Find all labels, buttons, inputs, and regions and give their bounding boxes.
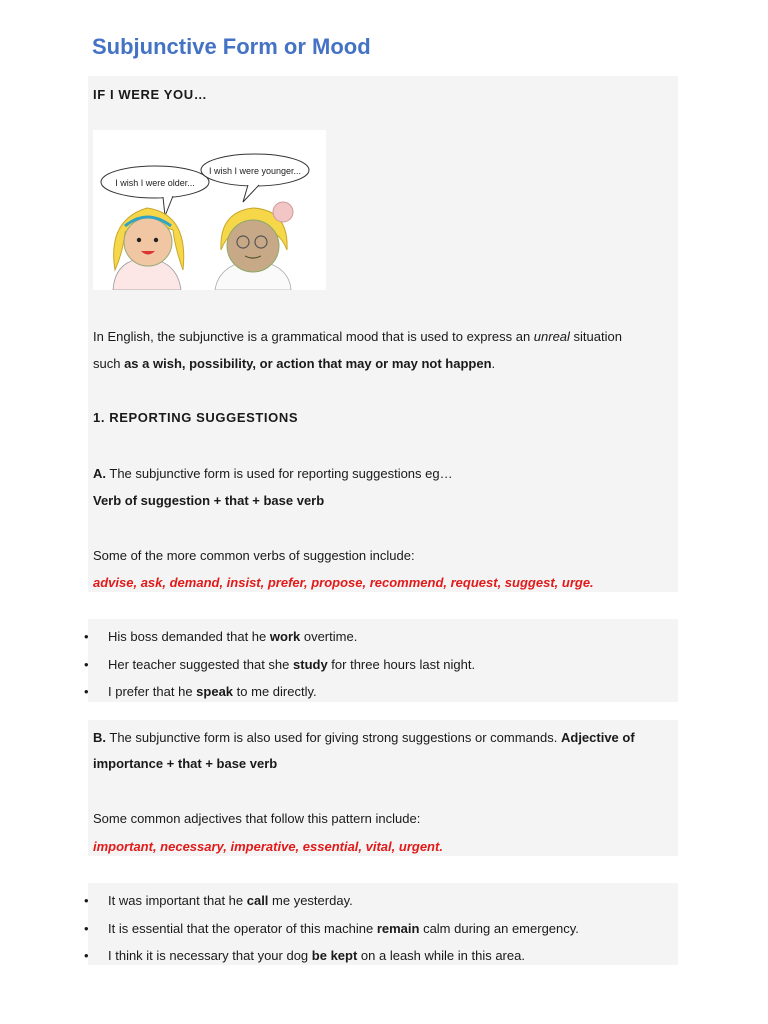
bullet-item: • I prefer that he speak to me directly. xyxy=(84,684,317,699)
illustration xyxy=(93,130,326,290)
verbs-list: advise, ask, demand, insist, prefer, propose, recommend, request, suggest, urge. xyxy=(93,575,594,590)
cartoon-illustration xyxy=(93,130,326,290)
bubble-left-text: I wish I were older... xyxy=(115,178,195,188)
section-b-text: B. The subjunctive form is also used for giving strong suggestions or commands. Adjective of xyxy=(93,730,635,745)
woman-figure xyxy=(215,202,293,290)
page-title: Subjunctive Form or Mood xyxy=(92,34,371,59)
section-heading-reporting-suggestions: 1. REPORTING SUGGESTIONS xyxy=(93,410,299,425)
verbs-intro: Some of the more common verbs of suggestion include: xyxy=(93,548,415,563)
bullet-item: • Her teacher suggested that she study for three hours last night. xyxy=(84,657,476,672)
adjectives-list: important, necessary, imperative, essential, vital, urgent. xyxy=(93,839,443,854)
bullet-item: • I think it is necessary that your dog be kept on a leash while in this area. xyxy=(84,948,525,963)
heading-if-i-were-you: IF I WERE YOU… xyxy=(93,87,208,102)
intro-line-1: In English, the subjunctive is a grammatical mood that is used to express an unreal situation xyxy=(93,329,622,344)
bubble-right-text: I wish I were younger... xyxy=(208,166,302,176)
bullet-item: • It is essential that the operator of this machine remain calm during an emergency. xyxy=(84,921,579,936)
formula-suggestion: Verb of suggestion + that + base verb xyxy=(93,493,325,508)
bullet-item: • His boss demanded that he work overtime. xyxy=(84,629,358,644)
girl-figure xyxy=(113,208,184,290)
intro-line-2: such as a wish, possibility, or action that may or may not happen. xyxy=(93,356,496,371)
section-a-text: A. The subjunctive form is used for reporting suggestions eg… xyxy=(93,466,453,481)
formula-adjective: importance + that + base verb xyxy=(93,756,278,771)
bullet-item: • It was important that he call me yesterday. xyxy=(84,893,353,908)
adjectives-intro: Some common adjectives that follow this pattern include: xyxy=(93,811,421,826)
